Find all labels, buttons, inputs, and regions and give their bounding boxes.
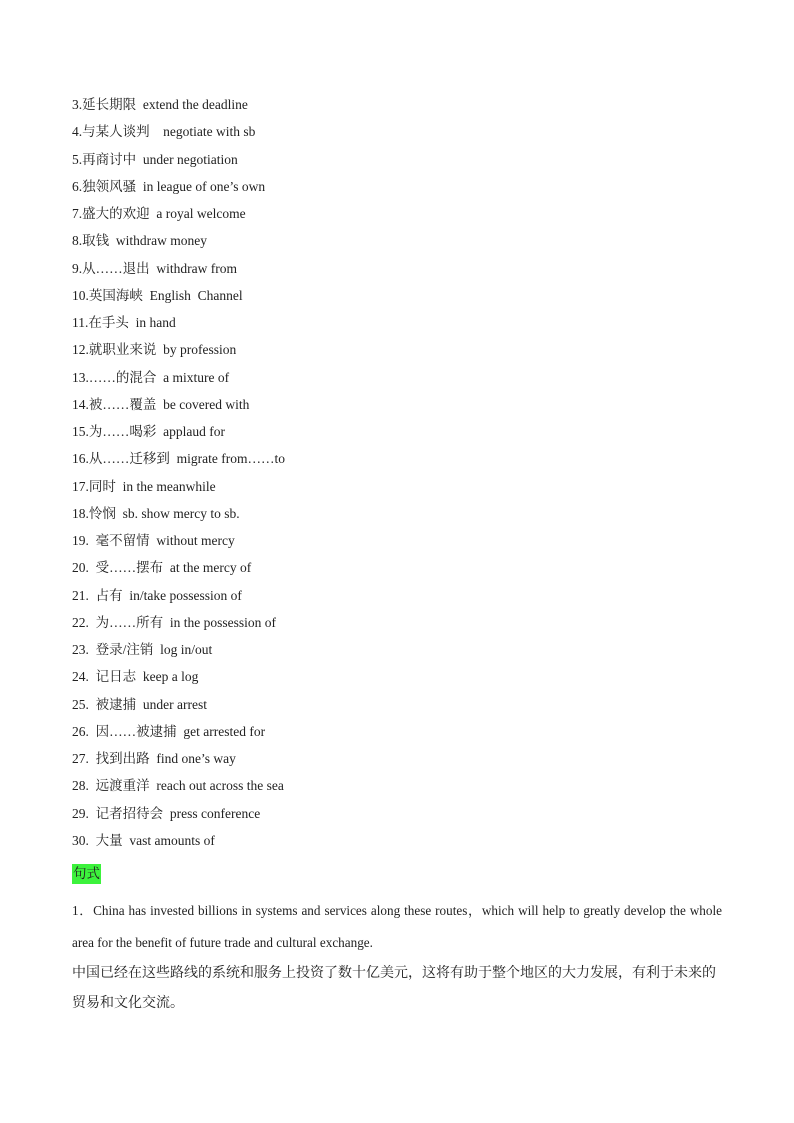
phrase-item: 13.……的混合 a mixture of — [72, 369, 230, 385]
phrase-item: 5.再商讨中 under negotiation — [72, 151, 238, 167]
phrase-item: 9.从……退出 withdraw from — [72, 260, 237, 276]
phrase-item: 4.与某人谈判 negotiate with sb — [72, 124, 256, 140]
phrase-item: 6.独领风骚 in league of one’s own — [72, 178, 266, 194]
phrase-item: 27. 找到出路 find one’s way — [72, 751, 236, 766]
phrase-item: 11.在手头 in hand — [72, 315, 176, 330]
example-sentence-chinese: 中国已经在这些路线的系统和服务上投资了数十亿美元，这将有助于整个地区的大力发展，有利于未来的贸易和文化交流。 — [72, 965, 716, 1011]
phrase-item: 18.怜悯 sb. show mercy to sb. — [72, 505, 240, 521]
phrase-item: 26. 因……被逮捕 get arrested for — [72, 723, 266, 739]
phrase-item: 10.英国海峡 English Channel — [72, 287, 243, 303]
phrase-item: 12.就职业来说 by profession — [72, 342, 237, 358]
phrase-item: 19. 毫不留情 without mercy — [72, 533, 235, 548]
example-sentence-english: 1．China has invested billions in systems and services along these routes，which will help to greatly develop the whole area for the benefit of future trade and cultural exchange. — [72, 903, 722, 950]
phrase-item: 17.同时 in the meanwhile — [72, 478, 216, 494]
phrase-item: 20. 受……摆布 at the mercy of — [72, 560, 252, 576]
phrase-item: 25. 被逮捕 under arrest — [72, 696, 207, 712]
phrase-item: 30. 大量 vast amounts of — [72, 832, 215, 848]
phrase-item: 3.延长期限 extend the deadline — [72, 97, 248, 112]
phrase-item: 21. 占有 in/take possession of — [72, 587, 242, 603]
phrase-item: 14.被……覆盖 be covered with — [72, 396, 250, 412]
phrase-item: 16.从……迁移到 migrate from……to — [72, 451, 285, 467]
phrase-item: 8.取钱 withdraw money — [72, 233, 207, 249]
section-heading-sentence-patterns: 句式 — [72, 864, 101, 884]
phrase-item: 29. 记者招待会 press conference — [72, 805, 261, 821]
phrase-item: 22. 为……所有 in the possession of — [72, 614, 276, 630]
phrase-item: 23. 登录/注销 log in/out — [72, 642, 213, 657]
phrase-item: 15.为……喝彩 applaud for — [72, 424, 225, 439]
phrase-list — [72, 95, 285, 858]
phrase-item: 7.盛大的欢迎 a royal welcome — [72, 206, 246, 221]
phrase-item: 28. 远渡重洋 reach out across the sea — [72, 778, 284, 794]
phrase-item: 24. 记日志 keep a log — [72, 669, 199, 685]
